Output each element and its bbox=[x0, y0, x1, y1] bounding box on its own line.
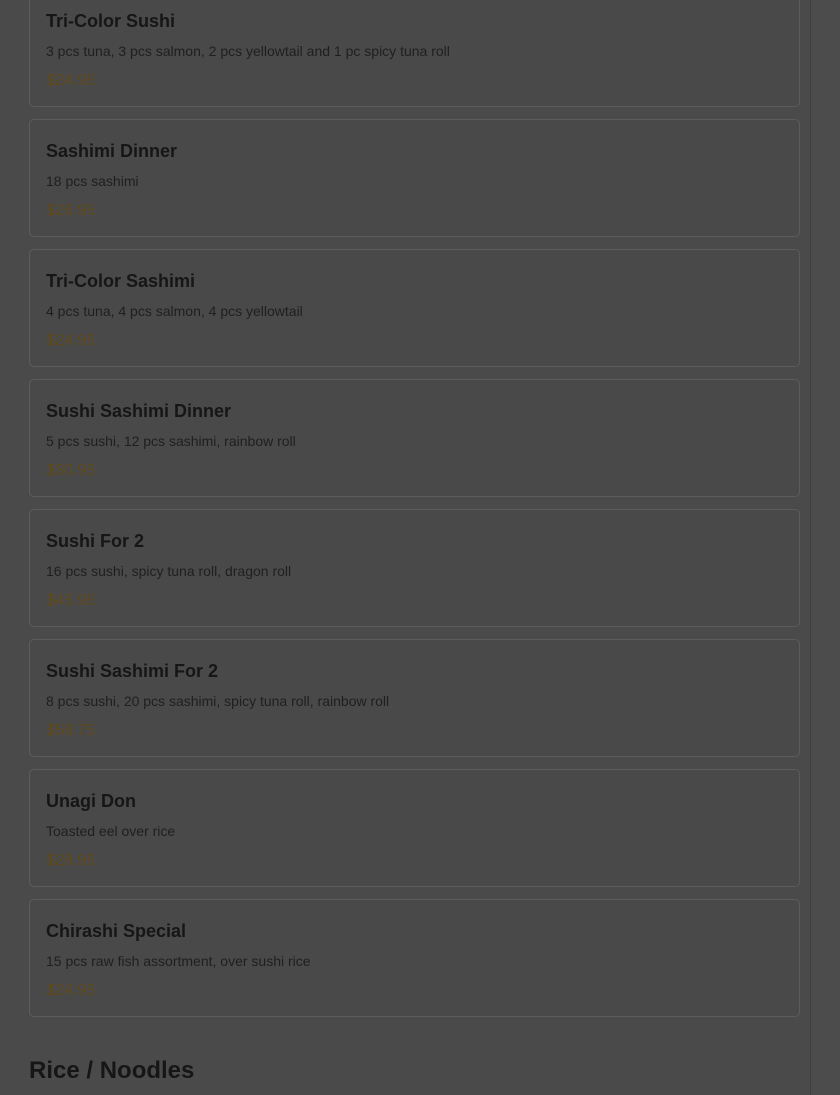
menu-item-name: Chirashi Special bbox=[46, 921, 187, 941]
menu-item-card[interactable] bbox=[29, 639, 800, 757]
menu-item-description: 3 pcs tuna, 3 pcs salmon, 2 pcs yellowtail and 1 pc spicy tuna roll bbox=[46, 43, 450, 59]
menu-item-name: Unagi Don bbox=[46, 791, 136, 811]
menu-item-name: Tri-Color Sashimi bbox=[46, 271, 196, 291]
scrollbar[interactable] bbox=[810, 0, 840, 1095]
menu-item-price: $45.95 bbox=[46, 592, 95, 609]
menu-item-name: Sushi Sashimi Dinner bbox=[46, 401, 232, 421]
menu-item-price: $58.75 bbox=[46, 722, 95, 739]
menu-item-card[interactable] bbox=[29, 769, 800, 887]
menu-item-card[interactable] bbox=[29, 0, 800, 107]
menu-item-price: $24.95 bbox=[46, 72, 95, 89]
menu-items-list bbox=[29, 0, 800, 1029]
menu-item-price: $24.95 bbox=[46, 982, 95, 999]
menu-item-card[interactable] bbox=[29, 509, 800, 627]
menu-item-description: 8 pcs sushi, 20 pcs sashimi, spicy tuna roll, rainbow roll bbox=[46, 693, 390, 709]
menu-item-price: $26.95 bbox=[46, 202, 95, 219]
menu-item-description: 4 pcs tuna, 4 pcs salmon, 4 pcs yellowtail bbox=[46, 303, 303, 319]
menu-item-price: $24.95 bbox=[46, 332, 95, 349]
menu-item-description: 18 pcs sashimi bbox=[46, 173, 139, 189]
section-title-rice-noodles: Rice / Noodles bbox=[29, 1057, 195, 1084]
menu-item-price: $30.95 bbox=[46, 462, 95, 479]
menu-item-name: Sushi Sashimi For 2 bbox=[46, 661, 219, 681]
menu-item-card[interactable] bbox=[29, 119, 800, 237]
menu-item-description: 5 pcs sushi, 12 pcs sashimi, rainbow roll bbox=[46, 433, 296, 449]
menu-item-name: Sashimi Dinner bbox=[46, 141, 178, 161]
menu-item-description: 16 pcs sushi, spicy tuna roll, dragon roll bbox=[46, 563, 292, 579]
menu-item-card[interactable] bbox=[29, 249, 800, 367]
menu-item-description: Toasted eel over rice bbox=[46, 823, 176, 839]
menu-item-description: 15 pcs raw fish assortment, over sushi rice bbox=[46, 953, 311, 969]
menu-item-card[interactable] bbox=[29, 379, 800, 497]
menu-item-price: $28.95 bbox=[46, 852, 95, 869]
menu-item-name: Tri-Color Sushi bbox=[46, 11, 176, 31]
menu-item-name: Sushi For 2 bbox=[46, 531, 145, 551]
menu-item-card[interactable] bbox=[29, 899, 800, 1017]
